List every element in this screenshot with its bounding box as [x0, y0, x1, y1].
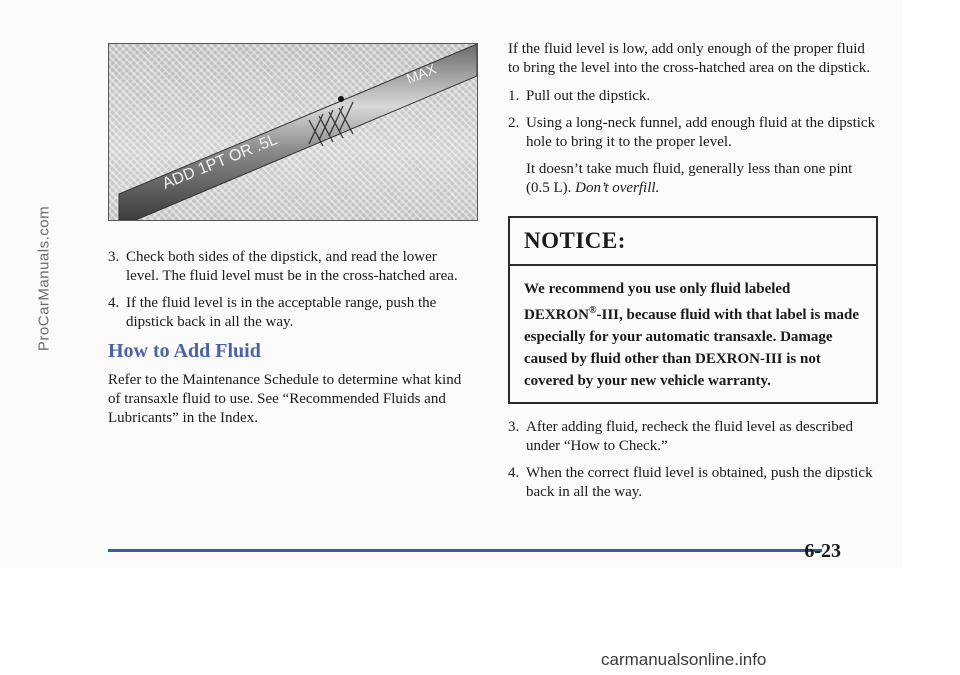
list-item	[508, 114, 878, 152]
step-number: 4.	[508, 465, 520, 481]
note-emphasis: Don’t overfill.	[575, 180, 660, 196]
step-text: Check both sides of the dipstick, and read the lower level. The fluid level must be in the cross-hatched area.	[126, 249, 458, 284]
section-heading: How to Add Fluid	[108, 340, 261, 362]
step-text: Using a long-neck funnel, add enough fluid at the dipstick hole to bring it to the proper level.	[526, 115, 876, 150]
step-number: 4.	[108, 295, 120, 311]
notice-text-1: We recommend you use only fluid labeled DEXRON	[524, 281, 791, 323]
page-number: 6-23	[804, 540, 841, 562]
step-number: 2.	[508, 115, 520, 131]
body-paragraph: Refer to the Maintenance Schedule to determine what kind of transaxle fluid to use. See “Recommended Fluids and Lubricants” in the Index.	[108, 372, 462, 426]
dipstick-label-max: MAX	[404, 60, 439, 87]
check-steps-list	[108, 248, 473, 332]
notice-box	[508, 216, 878, 404]
dipstick-illustration	[109, 44, 477, 220]
step-text: Pull out the dipstick.	[526, 88, 651, 104]
right-column	[508, 40, 878, 510]
dipstick-label-add: ADD 1PT OR .5L	[160, 131, 281, 193]
side-watermark: ProCarManuals.com	[35, 205, 53, 352]
step-number: 3.	[508, 419, 520, 435]
footer-watermark: carmanualsonline.info	[601, 650, 767, 669]
notice-body	[510, 266, 876, 402]
note-paragraph	[526, 160, 878, 198]
footer-rule	[108, 549, 822, 552]
list-item	[508, 87, 878, 106]
notice-title: NOTICE:	[510, 218, 876, 266]
step-text: When the correct fluid level is obtained, push the dipstick back in all the way.	[526, 465, 873, 500]
left-column	[108, 248, 473, 428]
recheck-steps-list	[508, 418, 878, 502]
intro-paragraph: If the fluid level is low, add only enough of the proper fluid to bring the level into the cross-hatched area on the dipstick.	[508, 41, 870, 76]
list-item	[108, 248, 473, 286]
add-steps-list	[508, 87, 878, 152]
notice-text-2: -III, because fluid with that label is made especially for your automatic transaxle. Damage caused by fluid other than DEXRON-III is not covered by your new vehicle warranty.	[524, 307, 860, 389]
step-number: 3.	[108, 249, 120, 265]
step-text: If the fluid level is in the acceptable range, push the dipstick back in all the way.	[126, 295, 437, 330]
note-text: It doesn’t take much fluid, generally less than one pint (0.5 L).	[526, 161, 853, 196]
list-item	[108, 294, 473, 332]
list-item	[508, 418, 878, 456]
step-number: 1.	[508, 88, 520, 104]
dipstick-photo	[108, 43, 478, 221]
step-text: After adding fluid, recheck the fluid level as described under “How to Check.”	[526, 419, 853, 454]
list-item	[508, 464, 878, 502]
registered-mark: ®	[589, 305, 597, 316]
